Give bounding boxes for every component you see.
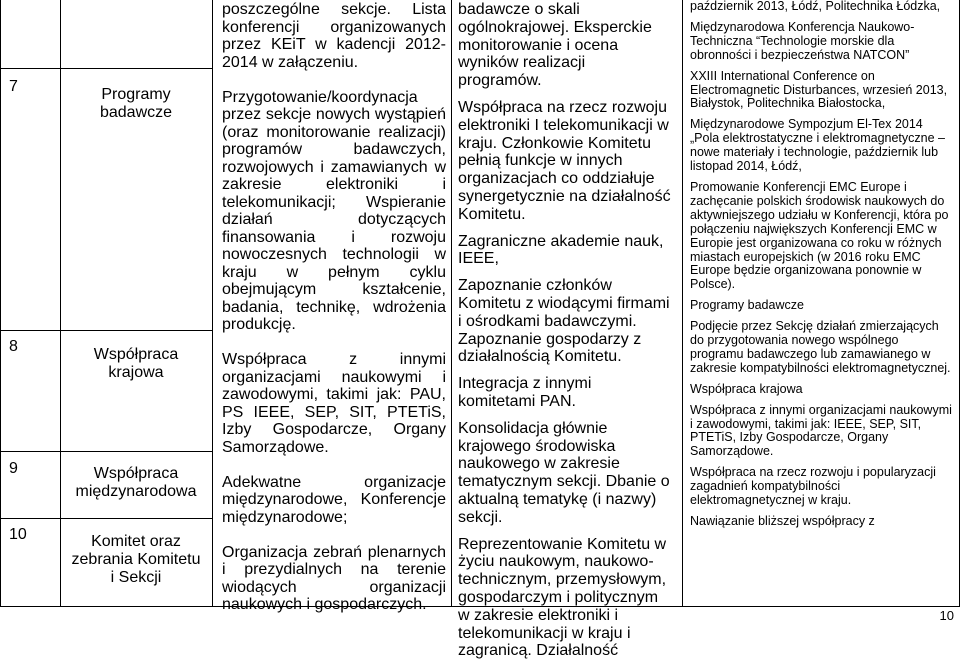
table-border-left xyxy=(0,0,1,606)
row-divider-10 xyxy=(0,518,212,519)
activity-paragraph: Adekwatne organizacje międzynarodowe, Konferencje międzynarodowe; xyxy=(222,473,446,526)
detail-heading: Programy badawcze xyxy=(690,298,804,313)
row-name: Współpraca międzynarodowa xyxy=(75,465,197,500)
goal-paragraph: Konsolidacja głównie krajowego środowiska naukowego w zakresie tematycznym sekcji. Dbanie o aktualną tematykę (i nazwy) sekcji. xyxy=(458,419,670,526)
detail-heading: Współpraca krajowa xyxy=(690,381,803,396)
goal-paragraph: Reprezentowanie Komitetu w życiu naukowym, naukowo-technicznym, przemysłowym, gospodarczym i politycznym w zakresie elektroniki i telekomunikacji w kraju i zagranicą. Działalność xyxy=(458,535,667,660)
activity-paragraph: Przygotowanie/koordynacja przez sekcje nowych wystąpień (oraz monitorowanie realizacji) programów badawczych, rozwojowych i zamawianych w zakresie elektroniki i telekomunikacji; Wspieranie działań dotyczących finansowania i rozwoju nowoczesnych technologii w kraju w pełnym cyklu obejmującym kształcenie, badania, technikę, wdrożenia produkcję. xyxy=(222,88,446,333)
goals-column xyxy=(458,1,672,660)
goal-paragraph: Zagraniczne akademie nauk, IEEE, xyxy=(458,232,664,268)
goal-paragraph: Zapoznanie członków Komitetu z wiodącymi firmami i ośrodkami badawczymi. Zapoznanie gospodarzy z działalnością Komitetu. xyxy=(458,277,670,366)
detail-paragraph: Podjęcie przez Sekcję działań zmierzających do przygotowania nowego wspólnego programu badawczego lub zamawianego w zakresie kompatybilności elektromagnetycznej. xyxy=(690,319,951,375)
goal-paragraph: Współpraca na rzecz rozwoju elektroniki I telekomunikacji w kraju. Członkowie Komitetu pełnią funkcje w innych organizacjach co oddziałuje synergetycznie na działalność Komitetu. xyxy=(458,98,671,223)
section-details-column xyxy=(690,0,952,529)
row-name: Programy badawcze xyxy=(99,86,173,121)
column-divider-1 xyxy=(60,0,61,606)
row-number: 8 xyxy=(9,338,18,355)
column-divider-3 xyxy=(451,0,452,606)
detail-paragraph: Współpraca z innymi organizacjami naukowymi i zawodowymi, takimi jak: IEEE, SEP, SIT, PTETiS, Izby Gospodarcze, Organy Samorządowe. xyxy=(690,402,952,459)
detail-paragraph: Międzynarodowe Sympozjum El-Tex 2014 „Pola elektrostatyczne i elektromagnetyczne – nowe materiały i technologie, październik lub listopad 2014, Łódź, xyxy=(690,117,945,174)
row-number: 7 xyxy=(9,78,18,95)
activity-paragraph: poszczególne sekcje. Lista konferencji organizowanych przez KEiT w kadencji 2012-2014 w załączeniu. xyxy=(222,1,446,71)
row-name: Komitet oraz zebrania Komitetu i Sekcji xyxy=(71,533,201,586)
detail-paragraph: Międzynarodowa Konferencja Naukowo-Techniczna “Technologie morskie dla obronności i bezpieczeństwa NATCON” xyxy=(690,19,915,62)
activity-paragraph: Współpraca z innymi organizacjami naukowymi i zawodowymi, takimi jak: PAU, PS IEEE, SEP, SIT, PTETiS, Izby Gospodarcze, Organy Samorządowe. xyxy=(222,351,446,456)
goal-paragraph: Integracja z innymi komitetami PAN. xyxy=(458,375,592,410)
row-divider-8 xyxy=(0,330,212,331)
detail-paragraph: Nawiązanie bliższej współpracy z xyxy=(690,514,875,528)
page-number: 10 xyxy=(939,608,954,623)
detail-paragraph: Współpraca na rzecz rozwoju i popularyzacji zagadnień kompatybilności elektromagnetycznej w kraju. xyxy=(690,465,936,508)
detail-paragraph: październik 2013, Łódź, Politechnika Łódzka, xyxy=(690,0,941,13)
row-divider-9 xyxy=(0,451,212,452)
row-number: 10 xyxy=(9,526,27,543)
detail-paragraph: Promowanie Konferencji EMC Europe i zachęcanie polskich środowisk naukowych do aktywniejszego udziału w Konferencji, która po połączeniu największych Konferencji EMC w Europie jest organizowana co roku w różnych miastach europejskich (w 2016 roku EMC Europe będzie organizowana ponownie w Polsce). xyxy=(690,179,949,292)
column-divider-4 xyxy=(682,0,683,606)
row-divider-7 xyxy=(0,68,212,69)
row-number: 9 xyxy=(9,460,18,477)
detail-paragraph: XXIII International Conference on Electromagnetic Disturbances, wrzesień 2013, Białystok, Politechnika Białostocka, xyxy=(690,68,948,111)
column-divider-2 xyxy=(212,0,213,606)
goal-paragraph: badawcze o skali ogólnokrajowej. Eksperckie monitorowanie i ocena wyników realizacji programów. xyxy=(458,1,652,90)
activity-paragraph: Organizacja zebrań plenarnych i prezydialnych na terenie wiodących organizacji naukowych i gospodarczych. xyxy=(222,543,446,613)
activities-column xyxy=(222,1,446,614)
row-name: Współpraca krajowa xyxy=(93,346,179,381)
